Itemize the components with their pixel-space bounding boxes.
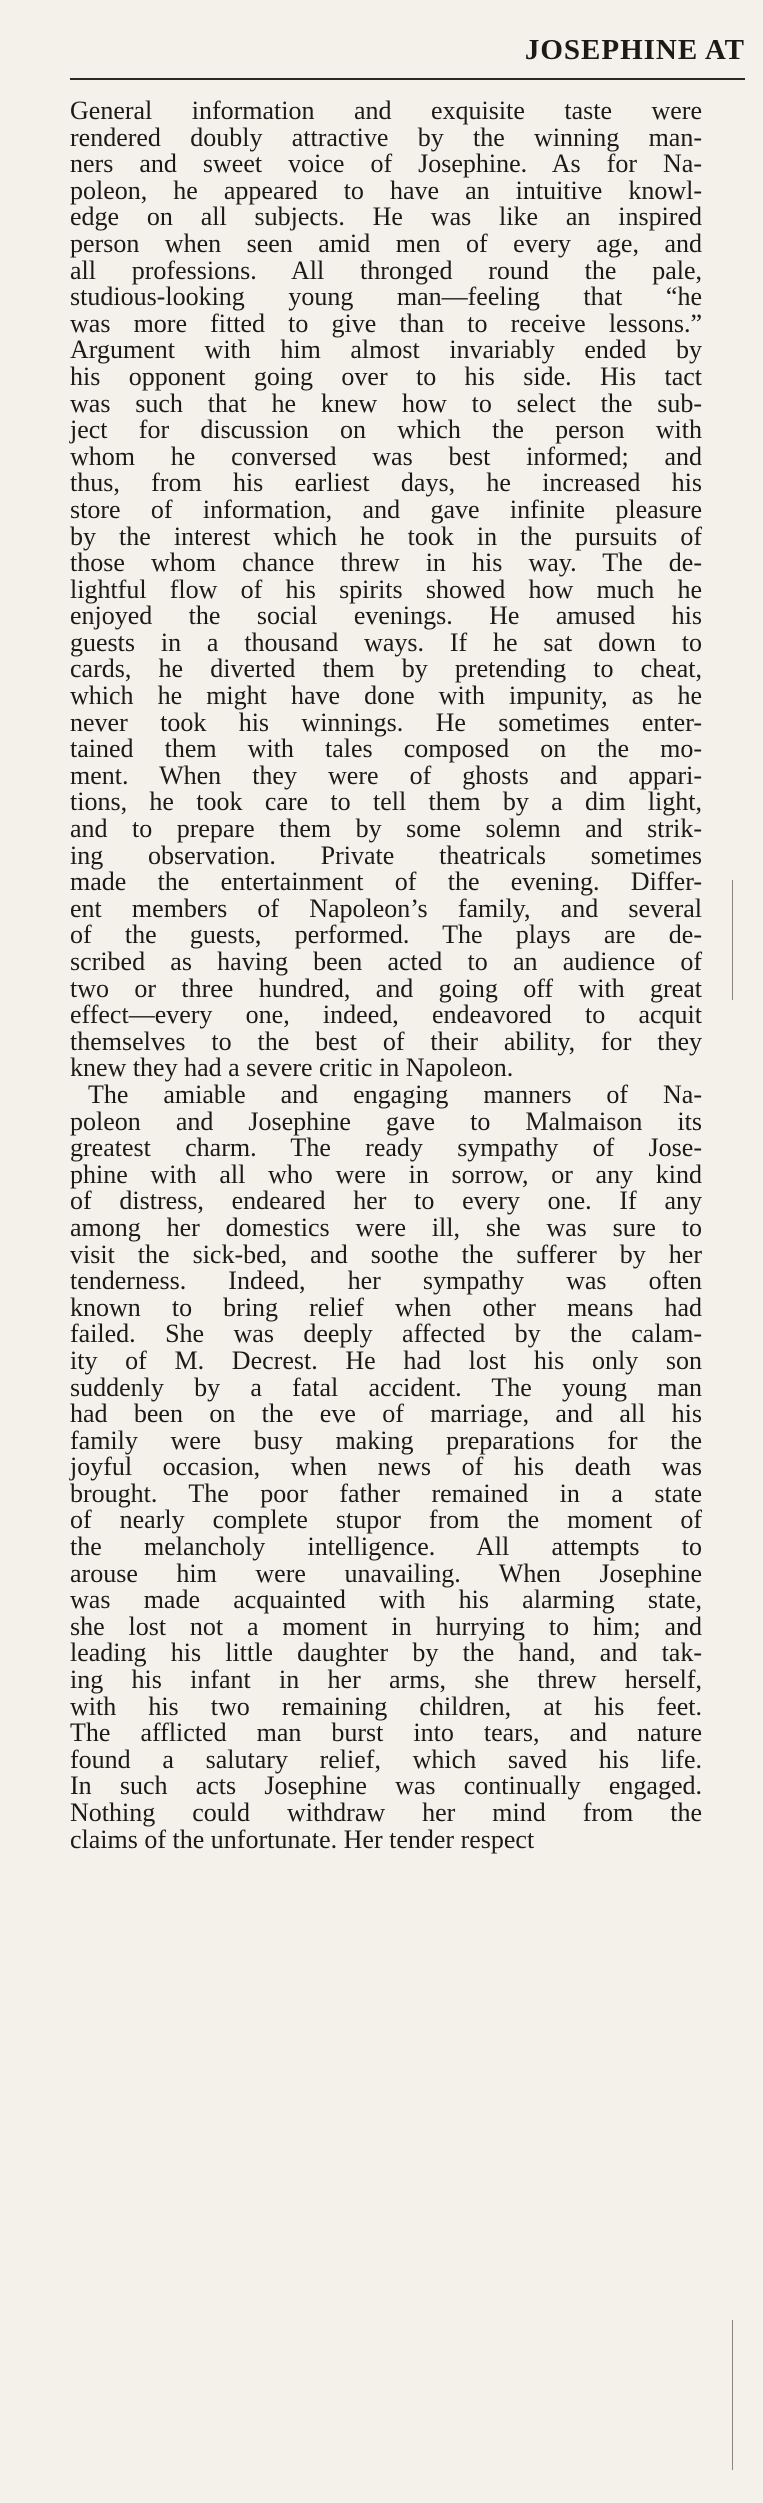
text-line: by the interest which he took in the pursuits of [70,521,702,551]
text-line: store of information, and gave infinite pleasure [70,494,702,524]
text-line: whom he conversed was best informed; and [70,441,702,471]
text-line: arouse him were unavailing. When Josephine [70,1558,702,1588]
text-line: brought. The poor father remained in a state [70,1478,702,1508]
text-line: cards, he diverted them by pretending to cheat, [70,654,702,684]
text-line: ity of M. Decrest. He had lost his only son [70,1345,702,1375]
text-line: guests in a thousand ways. If he sat down to [70,627,702,657]
text-line: suddenly by a fatal accident. The young man [70,1372,702,1402]
text-line: In such acts Josephine was continually engaged. [70,1771,702,1801]
text-line: joyful occasion, when news of his death was [70,1452,702,1482]
text-line: leading his little daughter by the hand, and tak- [70,1638,702,1668]
text-line: thus, from his earliest days, he increased his [70,468,702,498]
text-line: known to bring relief when other means had [70,1292,702,1322]
text-line: two or three hundred, and going off with great [70,973,702,1003]
text-line: tained them with tales composed on the mo- [70,734,702,764]
text-line: Argument with him almost invariably ended by [70,335,702,365]
running-head [70,28,745,80]
text-line: of distress, endeared her to every one. If any [70,1186,702,1216]
text-line: rendered doubly attractive by the winning man- [70,122,702,152]
text-line: poleon, he appeared to have an intuitive knowl- [70,175,702,205]
text-line: was such that he knew how to select the sub- [70,388,702,418]
paragraph-2 [70,1079,702,1854]
text-line: ing observation. Private theatricals sometimes [70,840,702,870]
text-line: the melancholy intelligence. All attempts to [70,1532,702,1562]
text-line: poleon and Josephine gave to Malmaison its [70,1106,702,1136]
paragraph-1 [70,98,702,1082]
text-line: tions, he took care to tell them by a dim light, [70,787,702,817]
text-line: ment. When they were of ghosts and appari- [70,760,702,790]
text-line: tenderness. Indeed, her sympathy was often [70,1266,702,1296]
text-line: ent members of Napoleon’s family, and several [70,893,702,923]
text-line: greatest charm. The ready sympathy of Jose- [70,1133,702,1163]
text-line: had been on the eve of marriage, and all his [70,1399,702,1429]
body-text [70,98,702,1853]
text-line: visit the sick-bed, and soothe the sufferer by her [70,1239,702,1269]
column-rule [732,880,733,1000]
text-line: edge on all subjects. He was like an inspired [70,202,702,232]
text-line: knew they had a severe critic in Napoleon. [70,1053,514,1083]
text-line: with his two remaining children, at his feet. [70,1691,702,1721]
text-line: made the entertainment of the evening. Differ- [70,867,702,897]
text-line: found a salutary relief, which saved his life. [70,1744,702,1774]
text-line: all professions. All thronged round the pale, [70,255,702,285]
text-line: lightful flow of his spirits showed how much he [70,574,702,604]
text-line: was more fitted to give than to receive lessons.” [70,308,702,338]
text-line: was made acquainted with his alarming state, [70,1585,702,1615]
text-line: ject for discussion on which the person with [70,415,702,445]
text-line: scribed as having been acted to an audience of [70,947,702,976]
text-line: she lost not a moment in hurrying to him; and [70,1611,702,1641]
running-head-title: JOSEPHINE AT [524,34,745,66]
text-line: never took his winnings. He sometimes enter- [70,707,702,737]
text-line: effect—every one, indeed, endeavored to acquit [70,1000,702,1030]
column-rule [732,2320,733,2470]
text-line: family were busy making preparations for the [70,1425,702,1455]
text-line: of nearly complete stupor from the moment of [70,1505,702,1535]
text-line: claims of the unfortunate. Her tender respect [70,1824,535,1854]
text-line: studious-looking young man—feeling that “he [70,282,702,312]
text-line: enjoyed the social evenings. He amused his [70,601,702,631]
text-line: The amiable and engaging manners of Na- [88,1079,702,1109]
text-line: which he might have done with impunity, as he [70,681,702,711]
text-line: of the guests, performed. The plays are de- [70,920,702,950]
text-line: General information and exquisite taste were [70,96,702,125]
text-line: The afflicted man burst into tears, and nature [70,1718,702,1748]
text-line: ing his infant in her arms, she threw herself, [70,1665,702,1695]
text-line: ners and sweet voice of Josephine. As for Na- [70,149,702,179]
text-line: among her domestics were ill, she was sure to [70,1212,702,1242]
text-line: those whom chance threw in his way. The de- [70,548,702,578]
text-line: failed. She was deeply affected by the calam- [70,1319,702,1349]
text-line: and to prepare them by some solemn and strik- [70,814,702,844]
text-line: person when seen amid men of every age, and [70,228,702,258]
text-line: phine with all who were in sorrow, or any kind [70,1159,702,1189]
text-line: themselves to the best of their ability, for they [70,1026,702,1056]
text-line: Nothing could withdraw her mind from the [70,1798,702,1827]
text-line: his opponent going over to his side. His tact [70,361,702,391]
